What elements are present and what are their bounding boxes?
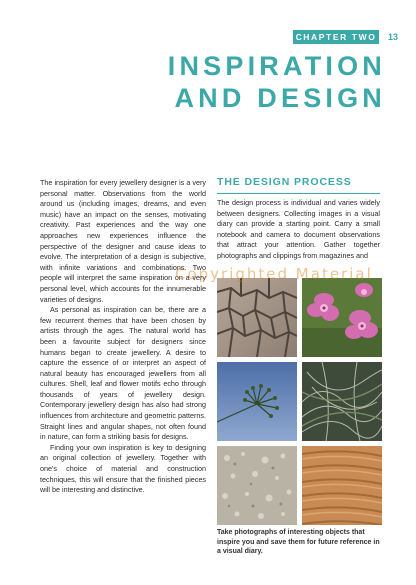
cracked-earth-photo — [217, 278, 297, 357]
pebbles-photo — [217, 446, 297, 525]
watermark: Copyrighted Material — [175, 265, 373, 283]
pink-blossom-photo — [302, 278, 382, 357]
body-paragraph: The design process is individual and varies widely between designers. Collecting images in a visual diary can provide a starting point. Carry a small notebook and camera to document observations that attract your attention. Gather together photographs and clippings from magazines and — [217, 198, 380, 260]
chapter-title — [150, 50, 386, 114]
body-paragraph: As personal as inspiration can be, there are a few recurrent themes that have been chosen by artists through the ages. The natural world has been a favourite subject for designers since humans began to create jewellery. A desire to capture the essence of or interpret an aspect of natural beauty has encouraged jewellers from all cultures. Shell, leaf and flower motifs echo through thousands of years of jewellery design. Contemporary jewellery design has also had strong influences from architecture and geometric patterns. Straight lines and angular shapes, not often found in nature, can form a striking basis for designs. — [40, 305, 206, 442]
chapter-title-line2: AND DESIGN — [174, 83, 386, 113]
sand-ripples-photo — [302, 446, 382, 525]
body-paragraph: The inspiration for every jewellery designer is a very personal matter. Observations from the world around us (including images, dreams, and even music) have an impact on the senses, motivating creativity. Past experiences and the way one approaches new experiences influence the perspective of the designer and cause ideas to evolve. The interpretation of a design is subjective, with infinite variations and combinations. Two people will interpret the same inspiration on a very personal level, which accounts for the innumerable varieties of designs. — [40, 178, 206, 304]
section-heading: THE DESIGN PROCESS — [217, 176, 380, 194]
chapter-label-bar — [293, 30, 379, 44]
seed-head-photo — [217, 362, 297, 441]
page-number: 13 — [388, 32, 399, 42]
photo-caption: Take photographs of interesting objects that inspire you and save them for future reference in a visual diary. — [217, 529, 380, 555]
chapter-title-line1: INSPIRATION — [167, 51, 386, 81]
grass-tangle-photo — [302, 362, 382, 441]
chapter-label: CHAPTER TWO — [295, 32, 377, 42]
right-column-text — [217, 198, 380, 262]
left-column-text — [40, 178, 206, 496]
body-paragraph: Finding your own inspiration is key to designing an original collection of jewellery. Together with one's choice of material and construction techniques, this will ensure that the finished pieces will be interesting and distinctive. — [40, 442, 206, 495]
